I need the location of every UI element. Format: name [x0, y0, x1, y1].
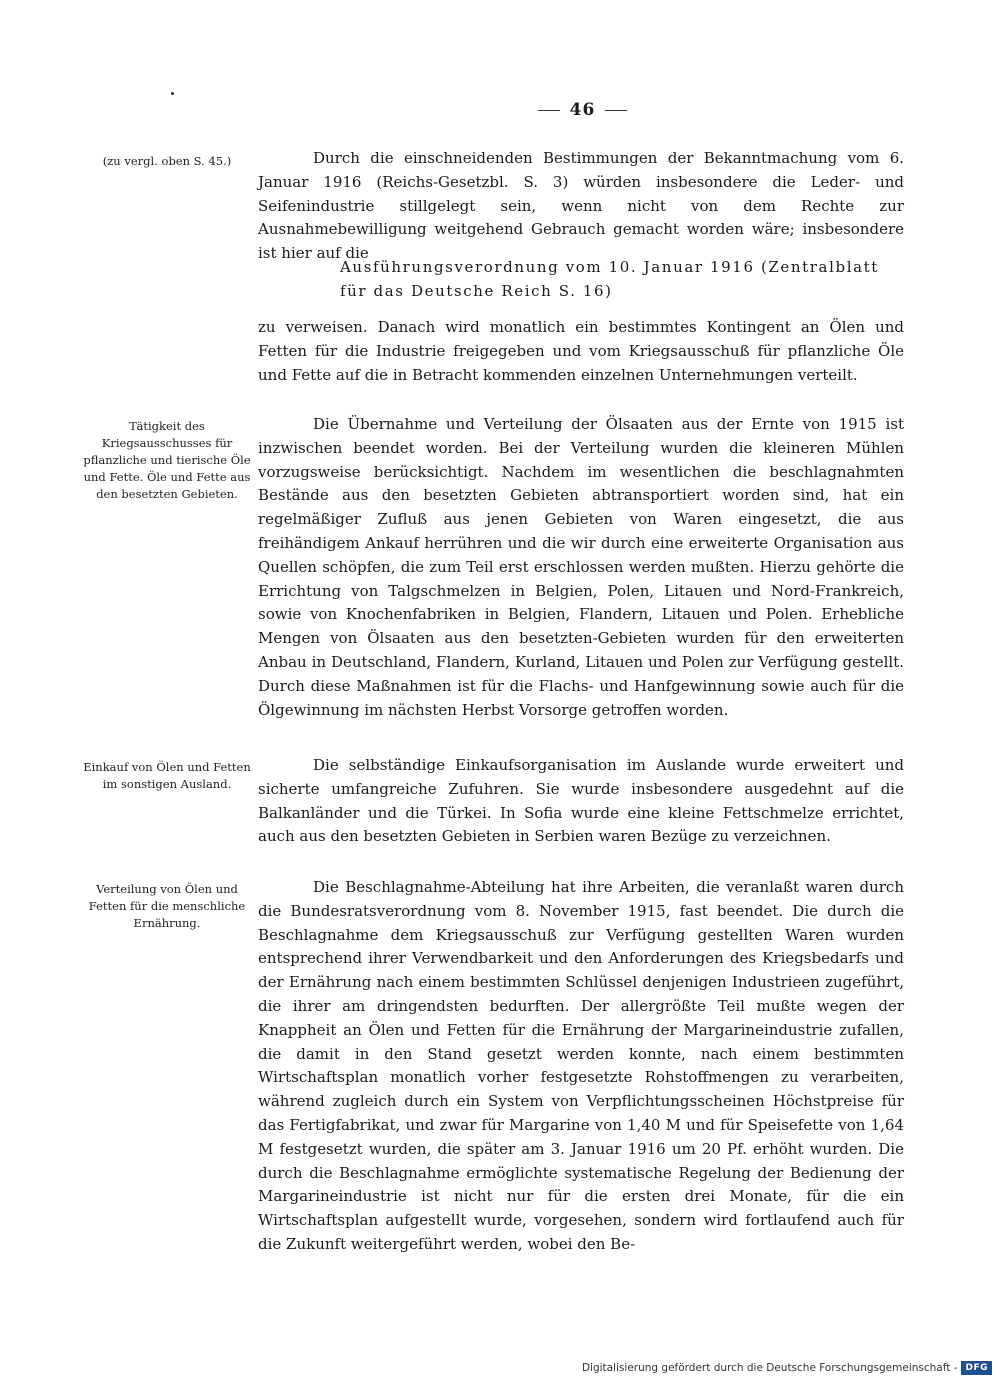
dfg-logo: DFG: [961, 1361, 992, 1375]
paragraph-1-text: Durch die einschneidenden Bestimmungen der Bekanntmachung vom 6. Januar 1916 (Reichs-Gesetzbl. S. 3) würden insbesondere die Leder- und Seifenindustrie stillgelegt sein, wenn nicht von dem Rechte zur Ausnahmebewilligung weitgehend Gebrauch gemacht worden wäre; insbesondere ist hier auf die: [258, 149, 904, 263]
paragraph-2: [258, 316, 904, 387]
paragraph-3: [258, 413, 904, 722]
paragraph-2-text: zu verweisen. Danach wird monatlich ein bestimmtes Kontingent an Ölen und Fetten für die Industrie freigegeben und vom Kriegsausschuß für pflanzliche Öle und Fette auf die in Betracht kommenden einzelnen Unternehmungen verteilt.: [258, 318, 904, 384]
paragraph-3-text: Die Übernahme und Verteilung der Ölsaaten aus der Ernte von 1915 ist inzwischen beendet worden. Bei der Verteilung wurden die kleineren Mühlen vorzugsweise berücksichtigt. Nachdem im wesentlichen die beschlagnahmten Bestände aus den besetzten Gebieten abtransportiert worden sind, hat ein regelmäßiger Zufluß aus jenen Gebieten von Waren eingesetzt, die aus freihändigem Ankauf herrühren und die wir durch eine erweiterte Organisation aus Quellen schöpfen, die zum Teil erst erschlossen werden mußten. Hierzu gehörte die Errichtung von Talgschmelzen in Belgien, Polen, Litauen und Nord-Frankreich, sowie von Knochenfabriken in Belgien, Flandern, Litauen und Polen. Erhebliche Mengen von Ölsaaten aus den besetzten-Gebieten wurden für den erweiterten Anbau in Deutschland, Flandern, Kurland, Litauen und Polen zur Verfügung gestellt. Durch diese Maßnahmen ist für die Flachs- und Hanfgewinnung sowie auch für die Ölgewinnung im nächsten Herbst Vorsorge getroffen worden.: [258, 415, 904, 719]
dash-left: [538, 110, 560, 111]
paragraph-1: [258, 147, 904, 266]
dash-right: [605, 110, 627, 111]
margin-note-einkauf: Einkauf von Ölen und Fetten im sonstigen Ausland.: [83, 760, 251, 791]
paragraph-4: [258, 754, 904, 849]
page-number-text: 46: [569, 100, 596, 120]
margin-note-kriegsausschuss: Tätigkeit des Kriegsausschusses für pflanzliche und tierische Öle und Fette. Öle und Fette aus den besetzten Gebieten.: [83, 419, 251, 501]
paragraph-4-text: Die selbständige Einkaufsorganisation im Auslande wurde erweitert und sicherte umfangreiche Zufuhren. Sie wurde insbesondere ausgedehnt auf die Balkanländer und die Türkei. In Sofia wurde eine kleine Fettschmelze errichtet, auch aus den besetzten Gebieten in Serbien waren Bezüge zu verzeichnen.: [258, 756, 904, 846]
paragraph-5-text: Die Beschlagnahme-Abteilung hat ihre Arbeiten, die veranlaßt waren durch die Bundesratsverordnung vom 8. November 1915, fast beendet. Die durch die Beschlagnahme dem Kriegsausschuß zur Verfügung gestellten Waren wurden entsprechend ihrer Verwendbarkeit und den Anforderungen des Kriegsbedarfs und der Ernährung nach einem bestimmten Schlüssel denjenigen Industrieen zugeführt, die ihrer am dringendsten bedurften. Der allergrößte Teil mußte wegen der Knappheit an Ölen und Fetten für die Ernährung der Margarineindustrie zufallen, die damit in den Stand gesetzt werden konnte, nach einem bestimmten Wirtschaftsplan monatlich vorher festgesetzte Rohstoffmengen zu verarbeiten, während zugleich durch ein System von Verpflichtungsscheinen Höchstpreise für das Fertigfabrikat, und zwar für Margarine von 1,40 M und für Speisefette von 1,64 M festgesetzt wurden, die später am 3. Januar 1916 um 20 Pf. erhöht wurden. Die durch die Beschlagnahme ermöglichte systematische Regelung der Bedienung der Margarineindustrie ist nicht nur für die ersten drei Monate, für die ein Wirtschaftsplan aufgestellt wurde, vorgesehen, sondern wird fortlaufend auch für die Zukunft weitergeführt werden, wobei den Be-: [258, 878, 904, 1253]
page-number: [0, 100, 1000, 120]
ink-speck: [171, 92, 174, 95]
digitization-footer: [582, 1361, 992, 1375]
ordinance-title: Ausführungsverordnung vom 10. Januar 1916 (Zentralblatt für das Deutsche Reich S. 16): [340, 258, 879, 300]
paragraph-5: [258, 876, 904, 1257]
margin-note-reference: (zu vergl. oben S. 45.): [102, 154, 232, 168]
footer-text: Digitalisierung gefördert durch die Deutsche Forschungsgemeinschaft -: [581, 1362, 958, 1374]
margin-note-verteilung: Verteilung von Ölen und Fetten für die menschliche Ernährung.: [88, 882, 246, 930]
